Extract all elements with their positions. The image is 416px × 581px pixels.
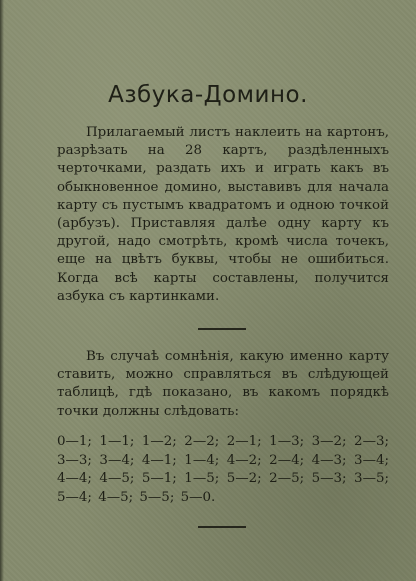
table-intro-paragraph: Въ случаѣ сомнѣнія, какую именно карту ставить, можно справляться въ слѣдующей таблицѣ, гдѣ показано, въ какомъ порядкѣ точки должны слѣдовать: [57,349,389,419]
domino-order-table: 0—1; 1—1; 1—2; 2—2; 2—1; 1—3; 3—2; 2—3; 3—3; 3—4; 4—1; 1—4; 4—2; 2—4; 4—3; 3—4; 4—4; 4—5; 5—1; 1—5; 5—2; 2—5; 5—3; 3—5; 5—4; 4—5; 5—5; 5—0. [57,434,389,505]
instructions-paragraph: Прилагаемый листъ наклеить на картонъ, разрѣзать на 28 картъ, раздѣленныхъ черточками, раздать ихъ и играть какъ въ обыкновенное домино, выставивъ для начала карту съ пустымъ квадратомъ и одною точкой (арбузъ). Приставляя далѣе одну карту къ другой, надо смотрѣть, кромѣ числа точекъ, еще на цвѣтъ буквы, чтобы не ошибиться. Когда всѣ карты составлены, получится азбука съ картинками. [57,125,389,304]
page-title: Азбука-Домино. [108,82,308,108]
section-divider-bottom [198,526,246,528]
section-divider-top [198,328,246,330]
